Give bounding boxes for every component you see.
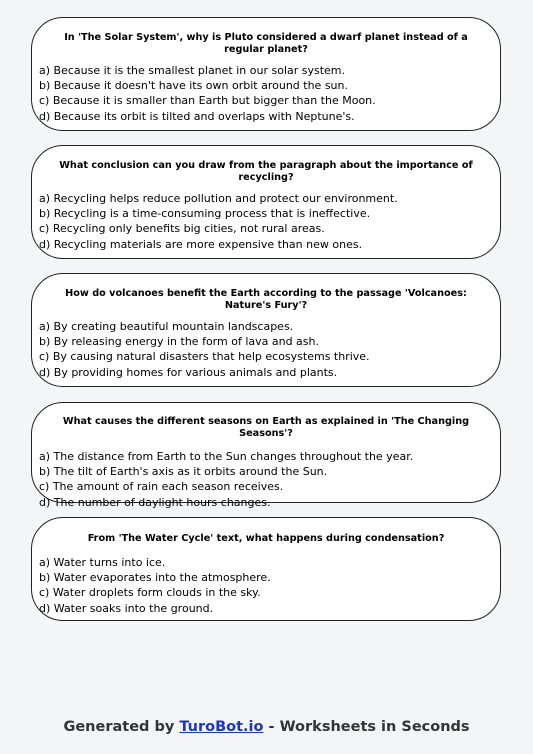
question-text: From 'The Water Cycle' text, what happens during condensation? — [87, 533, 445, 544]
question-text: What causes the different seasons on Earth as explained in 'The Changing Seasons'? — [62, 416, 470, 439]
option-a: a) By creating beautiful mountain landscapes. — [39, 320, 294, 333]
option-d: d) By providing homes for various animals and plants. — [39, 365, 338, 379]
option-list — [32, 319, 500, 380]
option-b: b) The tilt of Earth's axis as it orbits around the Sun. — [39, 465, 328, 479]
question-text: What conclusion can you draw from the paragraph about the importance of recycling? — [59, 160, 473, 183]
option-a: a) Recycling helps reduce pollution and protect our environment. — [39, 192, 398, 205]
turobot-link[interactable]: TuroBot.io — [179, 719, 264, 735]
option-c: c) By causing natural disasters that help ecosystems thrive. — [39, 350, 370, 364]
option-d: d) Water soaks into the ground. — [39, 601, 214, 615]
option-c: c) The amount of rain each season receives. — [39, 480, 284, 494]
option-d: d) Because its orbit is tilted and overlaps with Neptune's. — [39, 109, 355, 123]
question-card — [31, 402, 501, 509]
option-a: a) The distance from Earth to the Sun changes throughout the year. — [39, 450, 414, 463]
option-d: d) The number of daylight hours changes. — [39, 495, 271, 509]
option-list — [32, 191, 500, 252]
option-list — [32, 449, 500, 510]
footer-suffix: - Worksheets in Seconds — [263, 719, 470, 735]
question-text: How do volcanoes benefit the Earth according to the passage 'Volcanoes: Nature's Fury'? — [65, 288, 467, 311]
footer-prefix: Generated by — [63, 719, 180, 735]
option-c: c) Because it is smaller than Earth but bigger than the Moon. — [39, 94, 376, 108]
option-d: d) Recycling materials are more expensive than new ones. — [39, 237, 363, 251]
option-a: a) Because it is the smallest planet in our solar system. — [39, 64, 346, 77]
option-b: b) Because it doesn't have its own orbit around the sun. — [39, 79, 348, 93]
option-list — [32, 63, 500, 124]
option-b: b) By releasing energy in the form of lava and ash. — [39, 335, 319, 349]
footer — [0, 719, 533, 735]
question-card — [31, 145, 501, 259]
question-text: In 'The Solar System', why is Pluto considered a dwarf planet instead of a regular planet? — [64, 32, 468, 55]
option-b: b) Recycling is a time-consuming process that is ineffective. — [39, 207, 371, 221]
option-c: c) Water droplets form clouds in the sky. — [39, 586, 261, 600]
option-a: a) Water turns into ice. — [39, 556, 166, 569]
question-card — [31, 17, 501, 131]
question-card — [31, 273, 501, 387]
option-b: b) Water evaporates into the atmosphere. — [39, 571, 271, 585]
question-card — [31, 517, 501, 621]
option-list — [32, 555, 500, 616]
option-c: c) Recycling only benefits big cities, not rural areas. — [39, 222, 325, 236]
